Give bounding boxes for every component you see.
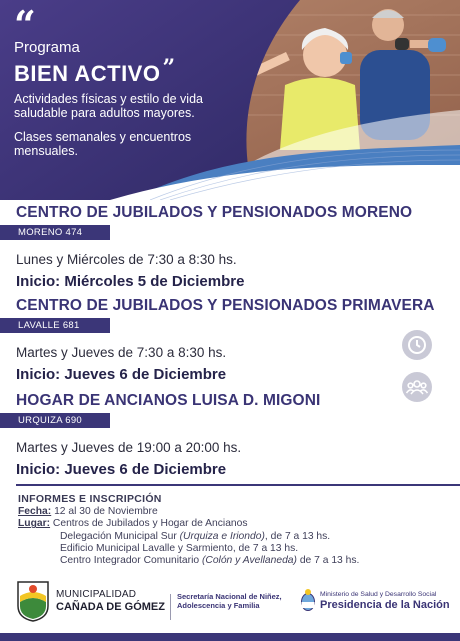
info-divider [16,484,460,486]
program-title-text: BIEN ACTIVO [14,61,161,86]
center-address: LAVALLE 681 [0,318,110,333]
center-start-date: Inicio: Miércoles 5 de Diciembre [16,273,245,290]
info-title: INFORMES E INSCRIPCIÓN [18,493,162,505]
info-section [18,493,448,567]
secretaria-line-2: Adolescencia y Familia [177,601,260,610]
close-quote-mark: ” [162,55,176,81]
center-address: URQUIZA 690 [0,413,110,428]
program-classes: Clases semanales y encuentros mensuales. [14,130,192,158]
bottom-bar [0,633,460,641]
center-primavera [16,297,435,383]
center-moreno [16,204,412,290]
center-start-date: Inicio: Jueves 6 de Diciembre [16,366,227,383]
program-description: Actividades físicas y estilo de vida saludable para adultos mayores. [14,92,203,120]
fecha-value: 12 al 30 de Noviembre [51,506,158,518]
footer-logos [0,570,460,630]
info-fecha [18,506,448,518]
city-name: CAÑADA DE GÓMEZ [56,601,165,613]
info-lugar [18,518,448,530]
program-title [14,56,214,86]
center-name: HOGAR DE ANCIANOS LUISA D. MIGONI [16,392,321,409]
lugar-line-3: Edificio Municipal Lavalle y Sarmiento, de 7 a 13 hs. [60,542,299,554]
hero-text [14,2,214,158]
municipalidad-logo [16,580,165,622]
group-icon [402,372,432,402]
center-start-date: Inicio: Jueves 6 de Diciembre [16,461,227,478]
center-address: MORENO 474 [0,225,110,240]
secretaria-line-1: Secretaría Nacional de Niñez, [177,592,282,601]
center-schedule: Martes y Jueves de 7:30 a 8:30 hs. [16,345,227,360]
center-name: CENTRO DE JUBILADOS Y PENSIONADOS PRIMAVERA [16,297,435,314]
ministerio-label: Ministerio de Salud y Desarrollo Social [320,591,437,598]
center-migoni [16,392,320,478]
lugar-line-2: Delegación Municipal Sur (Urquiza e Iriondo), de 7 a 13 hs. [60,530,331,542]
presidencia-logo [300,588,450,612]
footer-divider [170,594,171,620]
national-emblem-icon [300,588,316,612]
fecha-label: Fecha: [18,506,52,518]
center-schedule: Lunes y Miércoles de 7:30 a 8:30 hs. [16,252,237,267]
center-schedule: Martes y Jueves de 19:00 a 20:00 hs. [16,440,242,455]
lugar-label: Lugar: [18,518,51,530]
clock-icon [402,330,432,360]
lugar-line-1: Centros de Jubilados y Hogar de Ancianos [50,518,248,530]
programa-label: Programa [14,39,80,56]
center-name: CENTRO DE JUBILADOS Y PENSIONADOS MORENO [16,204,413,221]
secretaria-logo [177,592,282,610]
presidencia-label: Presidencia de la Nación [320,599,450,611]
municipal-shield-icon [16,580,50,622]
lugar-line-4: Centro Integrador Comunitario (Colón y Avellaneda) de 7 a 13 hs. [60,555,360,567]
municipalidad-label: MUNICIPALIDAD [56,589,137,600]
hero-banner [0,0,460,200]
open-quote-mark: “ [14,2,36,47]
